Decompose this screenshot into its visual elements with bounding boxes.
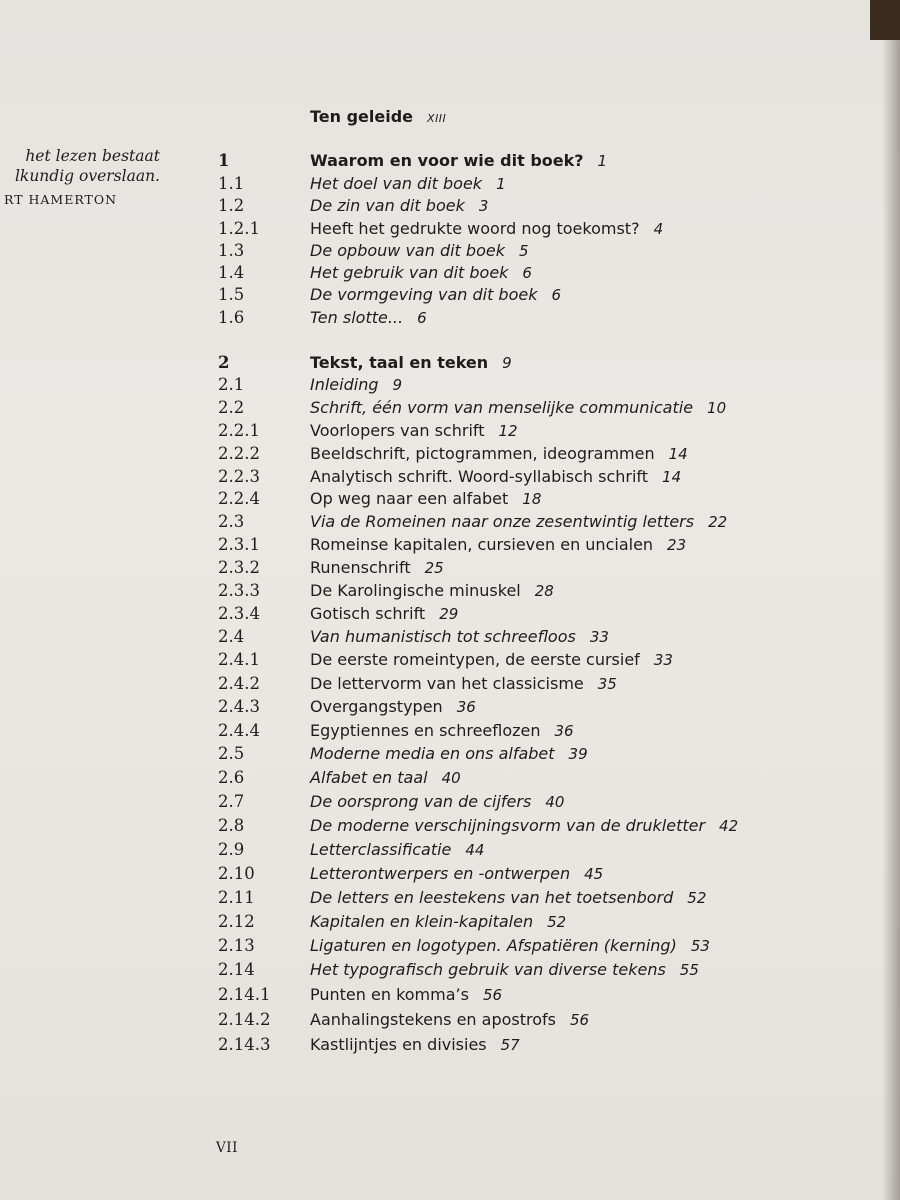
- toc-entry-page: 45: [584, 865, 604, 883]
- toc-entry-title: Heeft het gedrukte woord nog toekomst?: [310, 219, 640, 238]
- toc-entry-number: 2.1: [218, 375, 245, 394]
- toc-entry-title: Tekst, taal en teken: [310, 353, 489, 372]
- toc-entry-page: 56: [570, 1011, 590, 1029]
- toc-preface-page: XIII: [427, 112, 447, 125]
- toc-entry-title: De zin van dit boek: [310, 196, 465, 215]
- toc-entry-number: 1.3: [218, 241, 245, 260]
- toc-entry-title: Beeldschrift, pictogrammen, ideogrammen: [310, 444, 655, 463]
- toc-entry-number: 1.2: [218, 196, 245, 215]
- toc-entry-page: 35: [597, 675, 617, 693]
- epigraph-line: het lezen bestaat: [25, 147, 160, 165]
- toc-entry-number: 2.2: [218, 398, 245, 417]
- toc-entry-page: 25: [424, 559, 444, 577]
- toc-entry-page: 53: [690, 937, 710, 955]
- toc-entry-page: 40: [545, 793, 565, 811]
- toc-entry-title: Het typografisch gebruik van diverse tekens: [310, 960, 666, 979]
- toc-entry-number: 2.14: [218, 960, 255, 979]
- toc-entry-title: Punten en komma’s: [310, 985, 469, 1004]
- toc-entry-number: 1: [218, 151, 230, 170]
- toc-entry-number: 2.4.3: [218, 697, 260, 716]
- toc-entry-title: De oorsprong van de cijfers: [310, 792, 532, 811]
- toc-entry-number: 2.3.4: [218, 604, 260, 623]
- toc-entry-page: 39: [568, 745, 588, 763]
- toc-entry-page: 12: [498, 422, 518, 440]
- toc-entry-page: 5: [518, 242, 529, 260]
- toc-entry-title: De moderne verschijningsvorm van de drukletter: [310, 816, 706, 835]
- epigraph-author: RT HAMERTON: [4, 192, 118, 207]
- toc-entry-title: Romeinse kapitalen, cursieven en uncialen: [310, 535, 654, 554]
- toc-entry-page: 52: [547, 913, 567, 931]
- toc-entry-title: Het doel van dit boek: [310, 174, 483, 193]
- toc-entry-number: 2.4: [218, 627, 245, 646]
- toc-entry-title: De vormgeving van dit boek: [310, 285, 538, 304]
- toc-entry-title: Ten slotte...: [310, 308, 404, 327]
- toc-entry-number: 2.14.2: [218, 1010, 271, 1029]
- toc-entry-page: 6: [551, 286, 562, 304]
- toc-entry-page: 1: [496, 175, 506, 193]
- toc-entry-title: Analytisch schrift. Woord-syllabisch schrift: [310, 467, 649, 486]
- toc-entry-number: 2.2.2: [218, 444, 260, 463]
- toc-entry-title: Van humanistisch tot schreefloos: [310, 627, 576, 646]
- toc-entry-page: 40: [441, 769, 461, 787]
- toc-entry-title: Schrift, één vorm van menselijke communicatie: [310, 398, 694, 417]
- toc-entry-page: 9: [392, 376, 403, 394]
- toc-entry-page: 36: [554, 722, 574, 740]
- toc-entry-page: 18: [522, 490, 542, 508]
- toc-entry-title: Ligaturen en logotypen. Afspatiëren (kerning): [310, 936, 677, 955]
- toc-entry-page: 42: [719, 817, 739, 835]
- toc-entry-title: De lettervorm van het classicisme: [310, 674, 584, 693]
- toc-entry-number: 2.4.1: [218, 650, 260, 669]
- toc-entry-number: 1.5: [218, 285, 245, 304]
- toc-entry-title: De letters en leestekens van het toetsenbord: [310, 888, 674, 907]
- toc-entry-title: Kastlijntjes en divisies: [310, 1035, 487, 1054]
- toc-entry-number: 2.10: [218, 864, 255, 883]
- toc-entry-number: 2.3: [218, 512, 245, 531]
- toc-entry-title: Voorlopers van schrift: [310, 421, 485, 440]
- toc-entry-title: Via de Romeinen naar onze zesentwintig letters: [310, 512, 695, 531]
- toc-entry-page: 14: [668, 445, 688, 463]
- toc-entry-page: 28: [534, 582, 554, 600]
- toc-entry-title: Waarom en voor wie dit boek?: [310, 151, 584, 170]
- toc-entry-page: 1: [597, 152, 608, 170]
- toc-entry-number: 1.2.1: [218, 219, 260, 238]
- toc-entry-number: 2.4.2: [218, 674, 260, 693]
- toc-entry-page: 55: [679, 961, 699, 979]
- toc-entry-page: 22: [708, 513, 728, 531]
- toc-entry-title: Aanhalingstekens en apostrofs: [310, 1010, 556, 1029]
- toc-entry-title: Letterclassificatie: [310, 840, 452, 859]
- toc-entry-title: Moderne media en ons alfabet: [310, 744, 555, 763]
- toc-entry-number: 1.6: [218, 308, 245, 327]
- toc-entry-number: 2.14.1: [218, 985, 271, 1004]
- toc-entry-number: 2.12: [218, 912, 255, 931]
- toc-entry-number: 2.3.2: [218, 558, 260, 577]
- toc-entry-number: 2.2.1: [218, 421, 260, 440]
- toc-entry-title: Gotisch schrift: [310, 604, 426, 623]
- toc-entry-number: 2.11: [218, 888, 255, 907]
- toc-entry-title: Inleiding: [310, 375, 379, 394]
- toc-entry-number: 2.2.4: [218, 489, 260, 508]
- toc-entry-title: Egyptiennes en schreeflozen: [310, 721, 541, 740]
- toc-entry-page: 29: [439, 605, 459, 623]
- toc-entry-page: 9: [502, 354, 512, 372]
- toc-entry-page: 56: [482, 986, 503, 1004]
- toc-entry-page: 57: [500, 1036, 520, 1054]
- toc-entry-page: 33: [653, 651, 673, 669]
- toc-entry-number: 2.2.3: [218, 467, 260, 486]
- toc-entry-number: 2.3.1: [218, 535, 260, 554]
- toc-entry-page: 33: [589, 628, 609, 646]
- toc-entry-title: Kapitalen en klein-kapitalen: [310, 912, 534, 931]
- toc-entry-title: Runenschrift: [310, 558, 411, 577]
- toc-entry-number: 2.7: [218, 792, 245, 811]
- toc-entry-page: 6: [417, 309, 427, 327]
- toc-entry-title: De eerste romeintypen, de eerste cursief: [310, 650, 640, 669]
- toc-entry-page: 4: [653, 220, 664, 238]
- toc-entry-number: 2.14.3: [218, 1035, 271, 1054]
- page-folio: VII: [216, 1140, 238, 1156]
- toc-entry-number: 2.13: [218, 936, 255, 955]
- toc-entry-page: 36: [456, 698, 476, 716]
- toc-entry-title: De opbouw van dit boek: [310, 241, 505, 260]
- toc-entry-number: 2: [218, 353, 230, 372]
- toc-entry-page: 3: [478, 197, 489, 215]
- toc-entry-number: 2.5: [218, 744, 245, 763]
- toc-entry-number: 2.4.4: [218, 721, 260, 740]
- toc-entry-title: Het gebruik van dit boek: [310, 263, 509, 282]
- toc-entry-title: Letterontwerpers en -ontwerpen: [310, 864, 571, 883]
- toc-entry-page: 23: [667, 536, 687, 554]
- toc-entry-number: 2.8: [218, 816, 245, 835]
- toc-entry-page: 6: [522, 264, 532, 282]
- toc-entry-number: 1.4: [218, 263, 245, 282]
- toc-entry-page: 52: [687, 889, 707, 907]
- toc-entry-number: 2.6: [218, 768, 245, 787]
- toc-preface-title: Ten geleide: [310, 107, 414, 126]
- toc-entry-title: Overgangstypen: [310, 697, 443, 716]
- toc-entry-title: Alfabet en taal: [310, 768, 428, 787]
- toc-entry-page: 10: [707, 399, 727, 417]
- toc-entry-number: 1.1: [218, 174, 245, 193]
- toc-entry-page: 44: [465, 841, 485, 859]
- toc-entry-title: Op weg naar een alfabet: [310, 489, 509, 508]
- toc-entry-number: 2.3.3: [218, 581, 260, 600]
- epigraph-line: lkundig overslaan.: [14, 167, 160, 185]
- toc-entry-title: De Karolingische minuskel: [310, 581, 521, 600]
- toc-entry-page: 14: [662, 468, 682, 486]
- toc-entry-number: 2.9: [218, 840, 245, 859]
